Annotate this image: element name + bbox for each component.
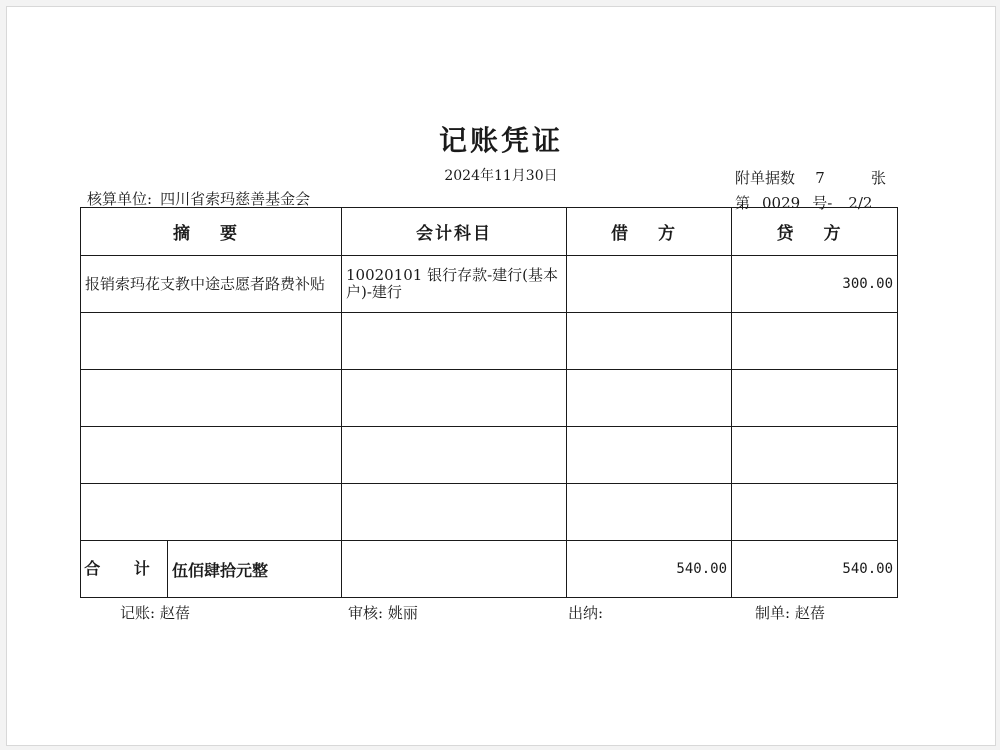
row-summary <box>81 313 342 370</box>
voucher-page-number: 2/2 <box>848 194 873 212</box>
table-row <box>81 370 898 427</box>
row-debit <box>567 313 732 370</box>
voucher-number-value: 0029 <box>762 194 801 212</box>
row-credit <box>732 370 898 427</box>
total-label: 合 计 <box>81 541 168 597</box>
column-header-debit: 借 方 <box>567 208 732 256</box>
row-credit <box>732 313 898 370</box>
row-credit <box>732 484 898 541</box>
column-header-account: 会计科目 <box>342 208 567 256</box>
accounting-unit <box>87 188 310 209</box>
row-account <box>342 484 567 541</box>
total-credit: 540.00 <box>732 541 898 598</box>
attachment-unit: 张 <box>871 169 887 187</box>
row-debit <box>567 427 732 484</box>
footer-preparer: 制单: 赵蓓 <box>755 604 825 622</box>
total-cell <box>81 541 342 598</box>
footer-cashier: 出纳: <box>568 604 604 622</box>
table-header-row <box>81 208 898 256</box>
footer-reviewer: 审核: 姚丽 <box>348 604 418 622</box>
column-header-summary: 摘 要 <box>81 208 342 256</box>
row-summary: 报销索玛花支教中途志愿者路费补贴 <box>81 256 342 313</box>
row-account <box>342 427 567 484</box>
row-account: 10020101 银行存款-建行(基本户)-建行 <box>342 256 567 313</box>
row-summary <box>81 427 342 484</box>
footer-bookkeeper: 记账: 赵蓓 <box>120 604 190 622</box>
row-summary <box>81 370 342 427</box>
accounting-unit-label: 核算单位: <box>87 190 153 208</box>
table-row <box>81 313 898 370</box>
total-row <box>81 541 898 598</box>
voucher-number-suffix: 号- <box>812 194 833 212</box>
row-account <box>342 313 567 370</box>
accounting-unit-name: 四川省索玛慈善基金会 <box>160 190 311 208</box>
attachment-count-value: 7 <box>815 169 825 187</box>
voucher-date: 2024年11月30日 <box>444 168 558 184</box>
total-debit: 540.00 <box>567 541 732 598</box>
row-debit <box>567 256 732 313</box>
attachment-count <box>735 167 886 188</box>
voucher-number-prefix: 第 <box>735 194 751 212</box>
column-header-credit: 贷 方 <box>732 208 898 256</box>
voucher-table <box>80 207 898 598</box>
row-debit <box>567 370 732 427</box>
row-account <box>342 370 567 427</box>
total-amount-words: 伍佰肆拾元整 <box>172 560 269 580</box>
table-row <box>81 484 898 541</box>
row-credit <box>732 427 898 484</box>
table-row <box>81 256 898 313</box>
attachment-label: 附单据数 <box>735 169 796 187</box>
total-spacer <box>342 541 567 598</box>
table-row <box>81 427 898 484</box>
row-credit: 300.00 <box>732 256 898 313</box>
voucher-title: 记账凭证 <box>438 124 563 157</box>
row-debit <box>567 484 732 541</box>
row-summary <box>81 484 342 541</box>
